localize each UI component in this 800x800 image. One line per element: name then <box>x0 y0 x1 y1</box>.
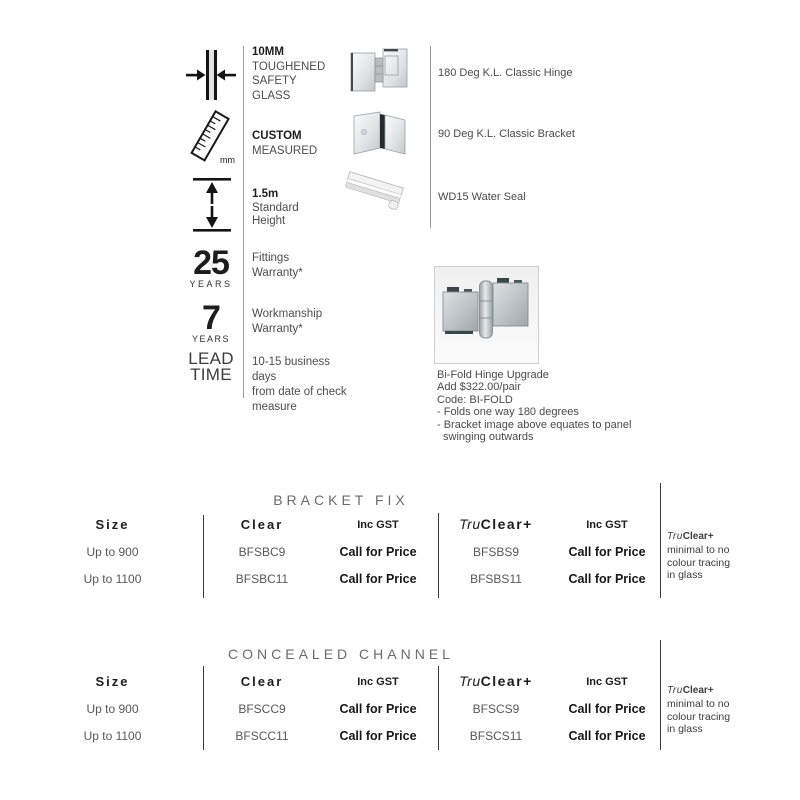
fittings-years-unit: YEARS <box>189 279 233 289</box>
bifold-hinge-image <box>436 268 536 360</box>
table1-row1-tru-price: Call for Price <box>568 545 646 559</box>
bracket-90-image <box>352 109 408 157</box>
glass-thickness-icon <box>186 48 236 102</box>
truclear-main: Clear+ <box>480 673 533 689</box>
feature-fittings-text <box>252 251 357 280</box>
bifold-code: Code: BI-FOLD <box>437 393 513 406</box>
table1-row1-clear-code: BFSBC9 <box>238 545 286 559</box>
truclear-prefix: Tru <box>459 673 481 689</box>
ruler-unit-label: mm <box>220 155 235 165</box>
note-line: colour tracing <box>667 556 731 569</box>
water-seal-label: WD15 Water Seal <box>438 191 526 203</box>
bifold-price: Add $322.00/pair <box>437 381 521 394</box>
table2-row2-clear-price: Call for Price <box>339 729 417 743</box>
table2-row2-clear-code: BFSCC11 <box>235 729 289 743</box>
feature-measured-title: CUSTOM <box>252 130 302 142</box>
feature-workmanship-line: Workmanship <box>252 308 323 320</box>
table2-row2-tru-price: Call for Price <box>568 729 646 743</box>
note-brand-prefix: Tru <box>667 685 683 696</box>
table1-row2-tru-price: Call for Price <box>568 572 646 586</box>
feature-height-line: Height <box>252 215 286 227</box>
feature-divider-line <box>243 46 244 398</box>
bracket-90-label: 90 Deg K.L. Classic Bracket <box>438 128 575 140</box>
truclear-prefix: Tru <box>459 516 481 532</box>
table1-row1-clear-price: Call for Price <box>339 545 417 559</box>
product-divider-line <box>430 46 431 228</box>
feature-workmanship-line: Warranty* <box>252 322 303 335</box>
feature-glass-line: GLASS <box>252 89 291 102</box>
feature-leadtime-line: 10-15 business days <box>252 356 330 383</box>
table2-row1-size: Up to 900 <box>86 702 139 716</box>
feature-leadtime-line: from date of check <box>252 386 347 398</box>
lead-time-word2: TIME <box>190 364 232 384</box>
lead-time-word1: LEAD <box>188 349 234 368</box>
hinge-180-label: 180 Deg K.L. Classic Hinge <box>438 67 573 79</box>
water-seal-image <box>342 167 408 217</box>
feature-height-title: 1.5m <box>252 188 279 200</box>
table2-truclear-note <box>667 685 749 736</box>
table1-divider-1 <box>203 515 204 598</box>
table2-row1-clear-code: BFSCC9 <box>238 702 286 716</box>
bifold-title: Bi-Fold Hinge Upgrade <box>437 369 549 381</box>
table2-row1-tru-code: BFSCS9 <box>472 702 520 716</box>
table1-truclear-note <box>667 531 749 582</box>
hinge-180-image <box>350 46 408 94</box>
table1-row2-clear-price: Call for Price <box>339 572 417 586</box>
feature-glass-text <box>252 45 357 103</box>
feature-glass-title: 10MM <box>252 46 284 58</box>
table1-header-incgst-tru: Inc GST <box>586 519 628 531</box>
workmanship-warranty-badge <box>184 299 238 344</box>
table2-row1-tru-price: Call for Price <box>568 702 646 716</box>
table2-header-truclear <box>440 675 552 688</box>
lead-time-badge <box>182 351 240 382</box>
note-brand-main: Clear+ <box>682 531 714 542</box>
note-line: in glass <box>667 723 703 736</box>
feature-workmanship-text <box>252 307 357 336</box>
table1-row2-tru-code: BFSBS11 <box>470 572 522 586</box>
table2-row2-size: Up to 1100 <box>83 729 142 743</box>
table1-header-clear: Clear <box>240 517 284 532</box>
feature-fittings-line: Fittings <box>252 252 290 264</box>
table1-row2-clear-code: BFSBC11 <box>235 572 289 586</box>
table2-header-clear: Clear <box>240 674 284 689</box>
note-line: in glass <box>667 569 703 582</box>
table1-divider-2 <box>438 513 439 598</box>
note-brand-prefix: Tru <box>667 531 683 542</box>
table1-header-incgst-clear: Inc GST <box>357 519 399 531</box>
table2-header-incgst-tru: Inc GST <box>586 676 628 688</box>
feature-leadtime-line: measure <box>252 401 297 413</box>
workmanship-years-unit: YEARS <box>191 334 230 344</box>
workmanship-years-value: 7 <box>202 299 220 337</box>
table2-row1-clear-price: Call for Price <box>339 702 417 716</box>
feature-glass-line: SAFETY <box>252 75 297 87</box>
table1-row1-tru-code: BFSBS9 <box>472 545 520 559</box>
note-line: minimal to no <box>667 697 730 710</box>
feature-measured-line: MEASURED <box>252 144 318 157</box>
fittings-warranty-badge <box>184 244 238 289</box>
note-brand-main: Clear+ <box>682 685 714 696</box>
table1-row2-size: Up to 1100 <box>83 572 142 586</box>
concealed-channel-title: CONCEALED CHANNEL <box>228 646 454 662</box>
feature-glass-line: TOUGHENED <box>252 60 326 73</box>
table2-divider-2 <box>438 666 439 750</box>
feature-height-line: Standard <box>252 201 299 214</box>
truclear-main: Clear+ <box>480 516 533 532</box>
fittings-years-value: 25 <box>193 244 229 282</box>
bifold-bullet: - Bracket image above equates to panel <box>437 418 632 431</box>
bifold-bullet: - Folds one way 180 degrees <box>437 406 579 419</box>
note-line: minimal to no <box>667 543 730 556</box>
bifold-bullet-cont: swinging outwards <box>443 431 534 444</box>
note-line: colour tracing <box>667 710 731 723</box>
table1-header-size: Size <box>95 517 130 532</box>
table2-header-incgst-clear: Inc GST <box>357 676 399 688</box>
ruler-icon <box>186 110 238 166</box>
standard-height-icon <box>189 176 235 234</box>
feature-fittings-line: Warranty* <box>252 266 303 279</box>
table1-row1-size: Up to 900 <box>86 545 139 559</box>
feature-measured-text <box>252 129 357 158</box>
table2-row2-tru-code: BFSCS11 <box>469 729 523 743</box>
feature-leadtime-text <box>252 355 357 415</box>
table2-divider-1 <box>203 666 204 750</box>
table2-header-size: Size <box>95 674 130 689</box>
bifold-description <box>437 369 631 443</box>
bracket-fix-title: BRACKET FIX <box>273 492 409 508</box>
table1-header-truclear <box>440 518 552 531</box>
